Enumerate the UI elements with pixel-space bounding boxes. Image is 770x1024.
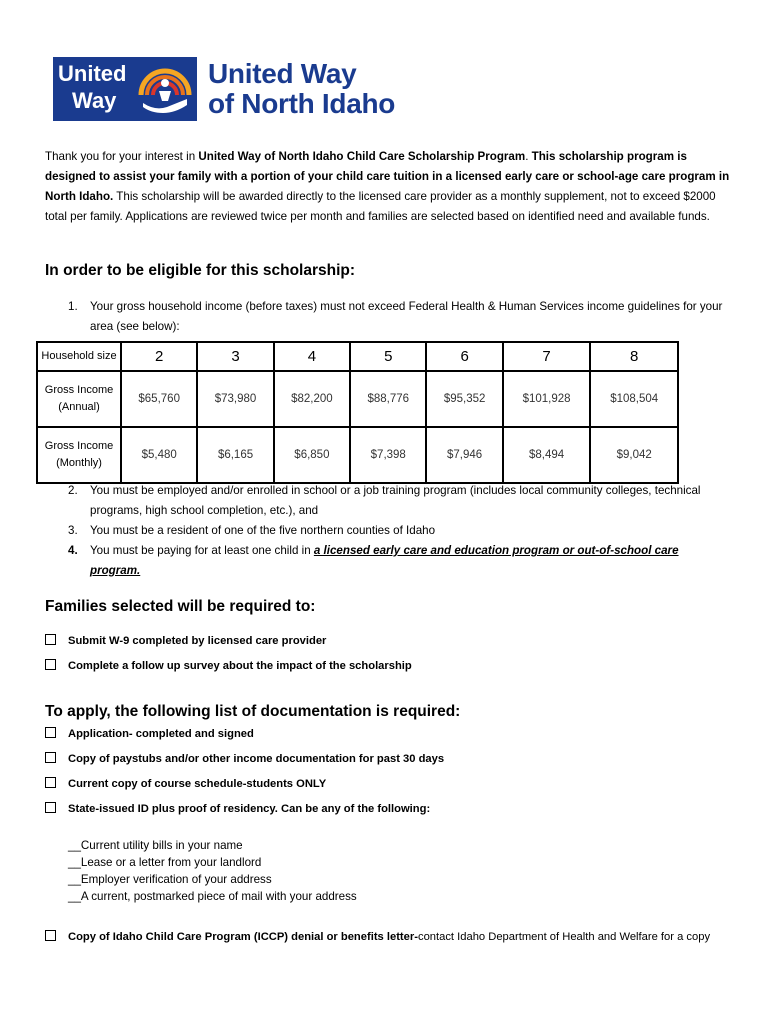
table-row-monthly [37, 427, 678, 483]
residency-option: __Current utility bills in your name [68, 839, 243, 852]
hand-person-rainbow-icon [137, 61, 193, 117]
annual-income-cell: $65,760 [121, 371, 197, 427]
household-size-cell: 3 [197, 342, 273, 371]
item-text: You must be paying for at least one child in [90, 544, 314, 557]
item-number: 3. [68, 524, 78, 537]
documentation-heading: To apply, the following list of documentation is required: [45, 703, 461, 720]
intro-text-5: This scholarship will be awarded directly to the licensed care provider as a monthly supplement, not to exceed $2000 total per family. Applications are reviewed twice per month and families are selected based on identified need and available funds. [45, 190, 716, 223]
row-header-monthly: Gross Income (Monthly) [37, 427, 121, 483]
checklist-item-w9 [45, 633, 326, 649]
household-size-cell: 4 [274, 342, 350, 371]
checklist-item-application [45, 726, 254, 742]
monthly-income-cell: $5,480 [121, 427, 197, 483]
checkbox-icon [45, 930, 56, 941]
checklist-item-course-schedule [45, 776, 326, 792]
checklist-item-paystubs [45, 751, 444, 767]
item-number: 2. [68, 484, 78, 497]
row-header-annual: Gross Income (Annual) [37, 371, 121, 427]
checkbox-icon [45, 659, 56, 670]
checklist-item-iccp [45, 929, 725, 945]
checklist-text: Submit W-9 completed by licensed care provider [68, 635, 327, 647]
annual-income-cell: $73,980 [197, 371, 273, 427]
item-number: 1. [68, 300, 78, 313]
annual-income-cell: $82,200 [274, 371, 350, 427]
item-text: You must be employed and/or enrolled in school or a job training program (includes local community colleges, technical programs, high school completion, etc.), and [90, 484, 701, 517]
household-size-cell: 8 [590, 342, 678, 371]
logo-name-line2: of North Idaho [208, 88, 396, 119]
monthly-income-cell: $6,165 [197, 427, 273, 483]
annual-income-cell: $88,776 [350, 371, 426, 427]
household-size-cell: 2 [121, 342, 197, 371]
residency-option: __A current, postmarked piece of mail with your address [68, 890, 357, 903]
eligibility-item-1 [68, 297, 728, 337]
item-text-wrap [90, 541, 728, 581]
residency-option: __Lease or a letter from your landlord [68, 856, 262, 869]
united-way-logo [53, 57, 413, 121]
intro-paragraph [45, 147, 735, 227]
table-row-annual [37, 371, 678, 427]
monthly-income-cell: $7,946 [426, 427, 502, 483]
checklist-item-state-id [45, 801, 430, 817]
checkbox-icon [45, 752, 56, 763]
eligibility-item-3 [68, 521, 728, 541]
checkbox-icon [45, 777, 56, 788]
eligibility-heading: In order to be eligible for this scholarship: [45, 262, 356, 279]
row-header-household-size: Household size [37, 342, 121, 371]
household-size-cell: 5 [350, 342, 426, 371]
checkbox-icon [45, 634, 56, 645]
checkbox-icon [45, 727, 56, 738]
logo-badge-line2: Way [72, 88, 117, 113]
residency-option: __Employer verification of your address [68, 873, 272, 886]
checklist-text: Complete a follow up survey about the impact of the scholarship [68, 660, 412, 672]
monthly-income-cell: $7,398 [350, 427, 426, 483]
checklist-item-survey [45, 658, 412, 674]
household-size-cell: 6 [426, 342, 502, 371]
eligibility-item-4 [68, 541, 728, 581]
income-guidelines-table [36, 341, 679, 484]
checklist-text-bold: Copy of Idaho Child Care Program (ICCP) denial or benefits letter- [68, 931, 418, 943]
annual-income-cell: $108,504 [590, 371, 678, 427]
annual-income-cell: $95,352 [426, 371, 502, 427]
eligibility-item-2 [68, 481, 728, 521]
household-size-cell: 7 [503, 342, 591, 371]
intro-text-3: . [525, 150, 532, 163]
program-purpose: This scholarship program is designed to assist your family with a portion of your child care tuition in a licensed early care or school-age care program in North Idaho. [45, 150, 730, 203]
monthly-income-cell: $9,042 [590, 427, 678, 483]
logo-badge [53, 57, 197, 121]
logo-name-line1: United Way [208, 58, 357, 89]
checklist-text-normal: contact Idaho Department of Health and Welfare for a copy [417, 931, 711, 943]
item-text: You must be a resident of one of the five northern counties of Idaho [90, 524, 436, 537]
checklist-text: Current copy of course schedule-students ONLY [68, 778, 327, 790]
checklist-text: Copy of paystubs and/or other income documentation for past 30 days [68, 753, 445, 765]
checklist-text: State-issued ID plus proof of residency. Can be any of the following: [68, 803, 431, 815]
logo-badge-line1: United [58, 61, 127, 86]
monthly-income-cell: $6,850 [274, 427, 350, 483]
selected-heading: Families selected will be required to: [45, 598, 316, 615]
checklist-text: Application- completed and signed [68, 728, 254, 740]
intro-text-1: Thank you for your interest in [45, 150, 199, 163]
annual-income-cell: $101,928 [503, 371, 591, 427]
monthly-income-cell: $8,494 [503, 427, 591, 483]
checkbox-icon [45, 802, 56, 813]
table-row-household-size [37, 342, 678, 371]
item-text: Your gross household income (before taxes) must not exceed Federal Health & Human Services income guidelines for your area (see below): [90, 300, 723, 333]
item-number: 4. [68, 544, 78, 557]
program-name: United Way of North Idaho Child Care Scholarship Program [198, 150, 526, 163]
licensed-program-emphasis: a licensed early care and education program or out-of-school care program. [90, 544, 679, 577]
